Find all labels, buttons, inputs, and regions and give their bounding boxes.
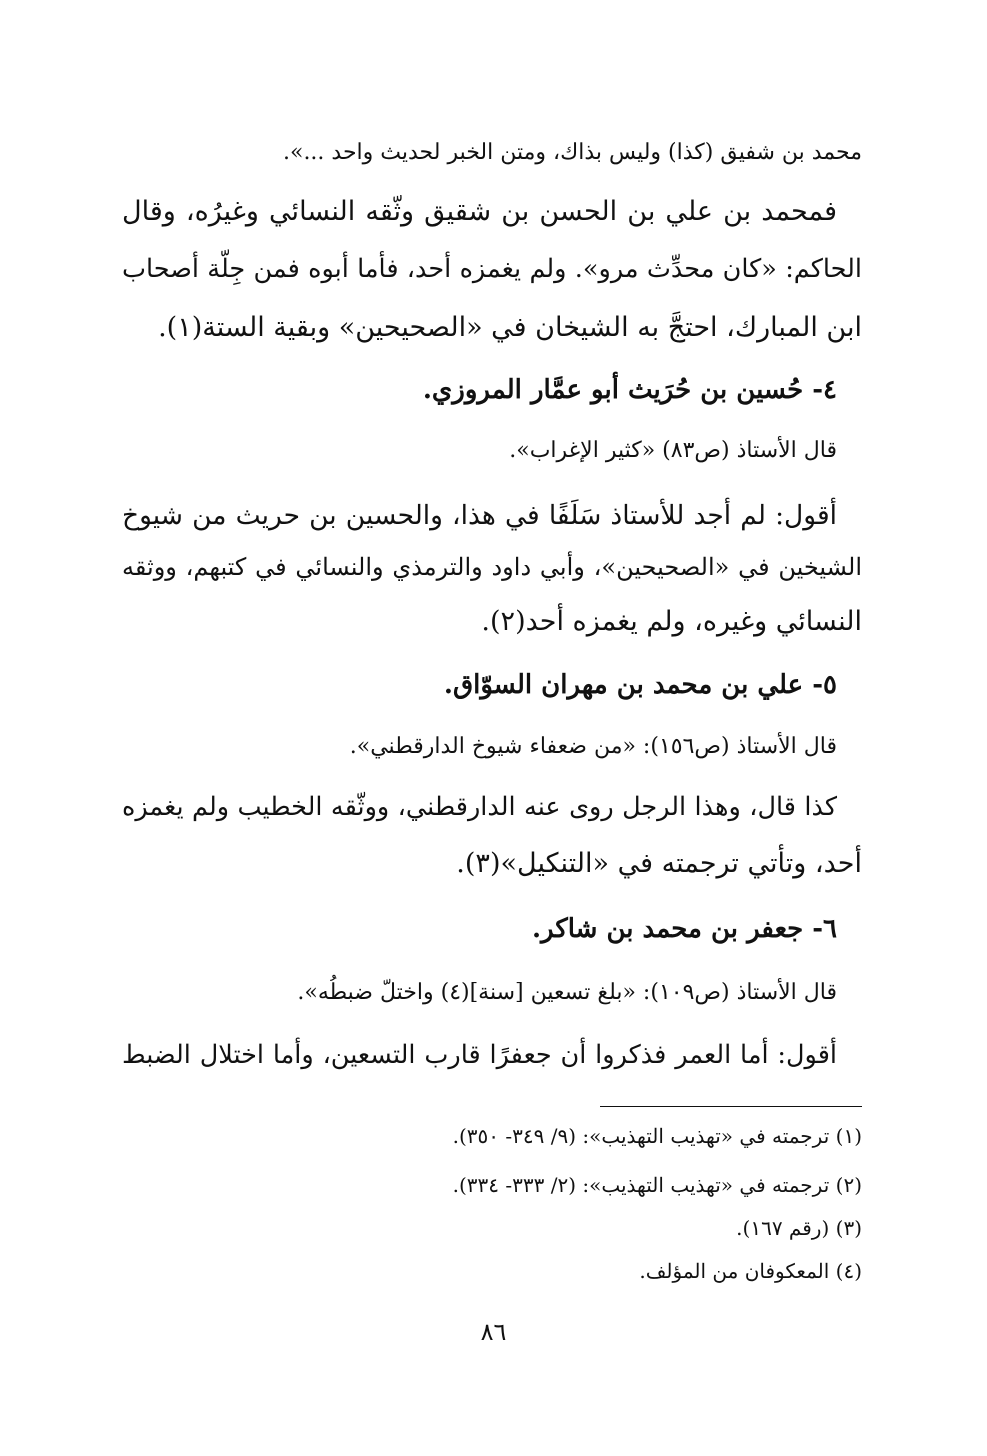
body-line-para1-3: ابن المبارك، احتجَّ به الشيخان في «الصحيحين» وبقية الستة(١).: [158, 312, 862, 343]
quote-line-entry-6: قال الأستاذ (ص١٠٩): «بلغ تسعين [سنة](٤) واختلّ ضبطُه».: [297, 980, 837, 1005]
body-line-para2-2: الشيخين في «الصحيحين»، وأبي داود والترمذي والنسائي في كتبهم، ووثقه: [122, 553, 862, 581]
page-number: ٨٦: [480, 1318, 507, 1346]
quote-line-entry-5: قال الأستاذ (ص١٥٦): «من ضعفاء شيوخ الدارقطني».: [349, 734, 837, 759]
footnote-separator: [600, 1106, 862, 1107]
footnote-4: (٤) المعكوفان من المؤلف.: [639, 1259, 862, 1283]
body-line-para4-1: أقول: أما العمر فذكروا أن جعفرًا قارب التسعين، وأما اختلال الضبط: [122, 1040, 837, 1070]
body-line-para3-1: كذا قال، وهذا الرجل روى عنه الدارقطني، ووثّقه الخطيب ولم يغمزه: [122, 792, 837, 822]
body-line-para2-3: النسائي وغيره، ولم يغمزه أحد(٢).: [481, 606, 862, 637]
entry-heading-5: ٥- علي بن محمد بن مهران السوّاق.: [443, 670, 837, 700]
entry-heading-4: ٤- حُسين بن حُرَيث أبو عمَّار المروزي.: [422, 375, 837, 405]
footnote-3: (٣) (رقم ١٦٧).: [736, 1216, 862, 1240]
footnote-2: (٢) ترجمته في «تهذيب التهذيب»: (٢/ ٣٣٣- ٣٣٤).: [452, 1173, 862, 1197]
body-line-para3-2: أحد، وتأتي ترجمته في «التنكيل»(٣).: [456, 848, 862, 879]
body-line-continuation: محمد بن شفيق (كذا) وليس بذاك، ومتن الخبر لحديث واحد ...».: [282, 140, 862, 165]
body-line-para1-1: فمحمد بن علي بن الحسن بن شقيق وثّقه النسائي وغيرُه، وقال: [122, 196, 837, 227]
entry-heading-6: ٦- جعفر بن محمد بن شاكر.: [531, 914, 837, 944]
footnote-1: (١) ترجمته في «تهذيب التهذيب»: (٩/ ٣٤٩- ٣٥٠).: [452, 1124, 862, 1148]
quote-line-entry-4: قال الأستاذ (ص٨٣) «كثير الإغراب».: [509, 438, 837, 463]
body-line-para2-1: أقول: لم أجد للأستاذ سَلَفًا في هذا، والحسين بن حريث من شيوخ: [122, 500, 837, 531]
body-line-para1-2: الحاكم: «كان محدِّث مرو». ولم يغمزه أحد، فأما أبوه فمن جِلّة أصحاب: [122, 254, 862, 284]
